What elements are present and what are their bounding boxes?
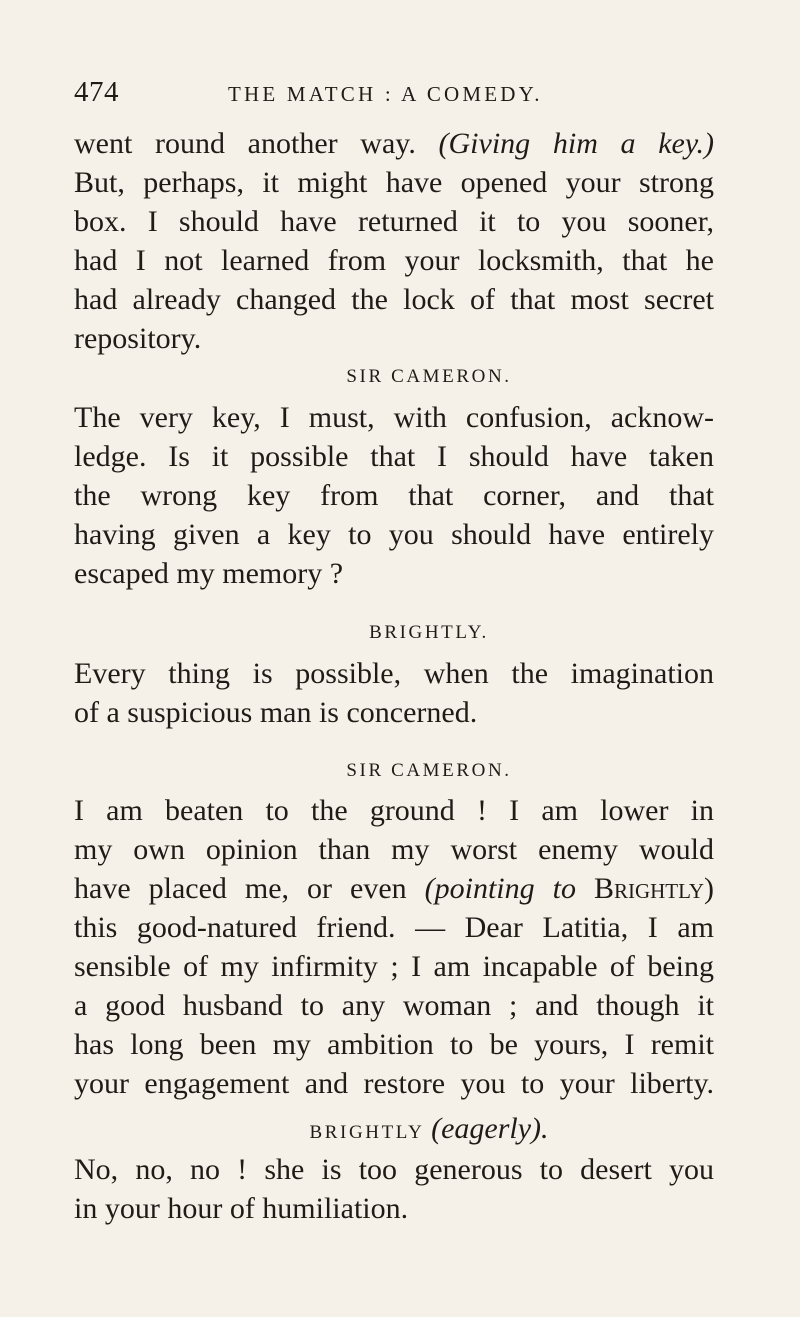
- text-line: But, perhaps, it might have opened your strong: [74, 166, 714, 199]
- text-line: Every thing is possible, when the imagination: [74, 657, 714, 690]
- paragraph-2: [74, 398, 714, 593]
- stage-direction: (pointing to: [424, 872, 576, 905]
- speaker-heading: [74, 621, 714, 645]
- text-line: box. I should have returned it to you sooner,: [74, 205, 714, 238]
- text-line: had already changed the lock of that most secret: [74, 283, 714, 316]
- speaker-name: SIR CAMERON.: [346, 366, 512, 387]
- paragraph-4: [74, 791, 714, 1103]
- speaker-name: BRIGHTLY.: [369, 622, 489, 643]
- paragraph-5: [74, 1150, 714, 1228]
- text-line: The very key, I must, with confusion, acknow-: [74, 401, 714, 434]
- running-head: THE MATCH : A COMEDY.: [228, 82, 543, 106]
- page-number: 474: [74, 76, 119, 108]
- text-line: repository.: [74, 322, 202, 355]
- text-line: my own opinion than my worst enemy would: [74, 833, 714, 866]
- speaker-name: SIR CAMERON.: [346, 760, 512, 781]
- paragraph-1: [74, 124, 714, 358]
- text-line: in your hour of humiliation.: [74, 1192, 409, 1225]
- paragraph-3: [74, 654, 714, 732]
- text-line: No, no, no ! she is too generous to desert you: [74, 1153, 714, 1186]
- speaker-with-direction: [74, 1112, 714, 1145]
- text-line: have placed me, or even (pointing to Brightly): [74, 872, 715, 905]
- text-line: escaped my memory ?: [74, 557, 344, 590]
- text-line: has long been my ambition to be yours, I remit: [74, 1028, 714, 1061]
- stage-direction: (eagerly).: [431, 1112, 549, 1145]
- text-line: I am beaten to the ground ! I am lower in: [74, 794, 714, 827]
- speaker-heading: [74, 1112, 714, 1145]
- speaker-heading: [74, 759, 714, 783]
- character-name: Brightly: [593, 872, 705, 905]
- text-line: this good-natured friend. — Dear Latitia, I am: [74, 911, 714, 944]
- stage-direction: (Giving him a key.): [438, 127, 715, 160]
- speaker-name: BRIGHTLY: [309, 1122, 424, 1143]
- text-line: your engagement and restore you to your liberty.: [74, 1067, 714, 1100]
- text-line: the wrong key from that corner, and that: [74, 479, 714, 512]
- text-line: sensible of my infirmity ; I am incapable of being: [74, 950, 714, 983]
- text-line: of a suspicious man is concerned.: [74, 696, 478, 729]
- speaker-heading: [74, 365, 714, 389]
- text-line: went round another way. (Giving him a key.): [74, 127, 715, 160]
- text-line: ledge. Is it possible that I should have taken: [74, 440, 714, 473]
- text-line: had I not learned from your locksmith, that he: [74, 244, 714, 277]
- text-line: having given a key to you should have entirely: [74, 518, 714, 551]
- text-line: a good husband to any woman ; and though it: [74, 989, 714, 1022]
- page-header: [74, 76, 764, 116]
